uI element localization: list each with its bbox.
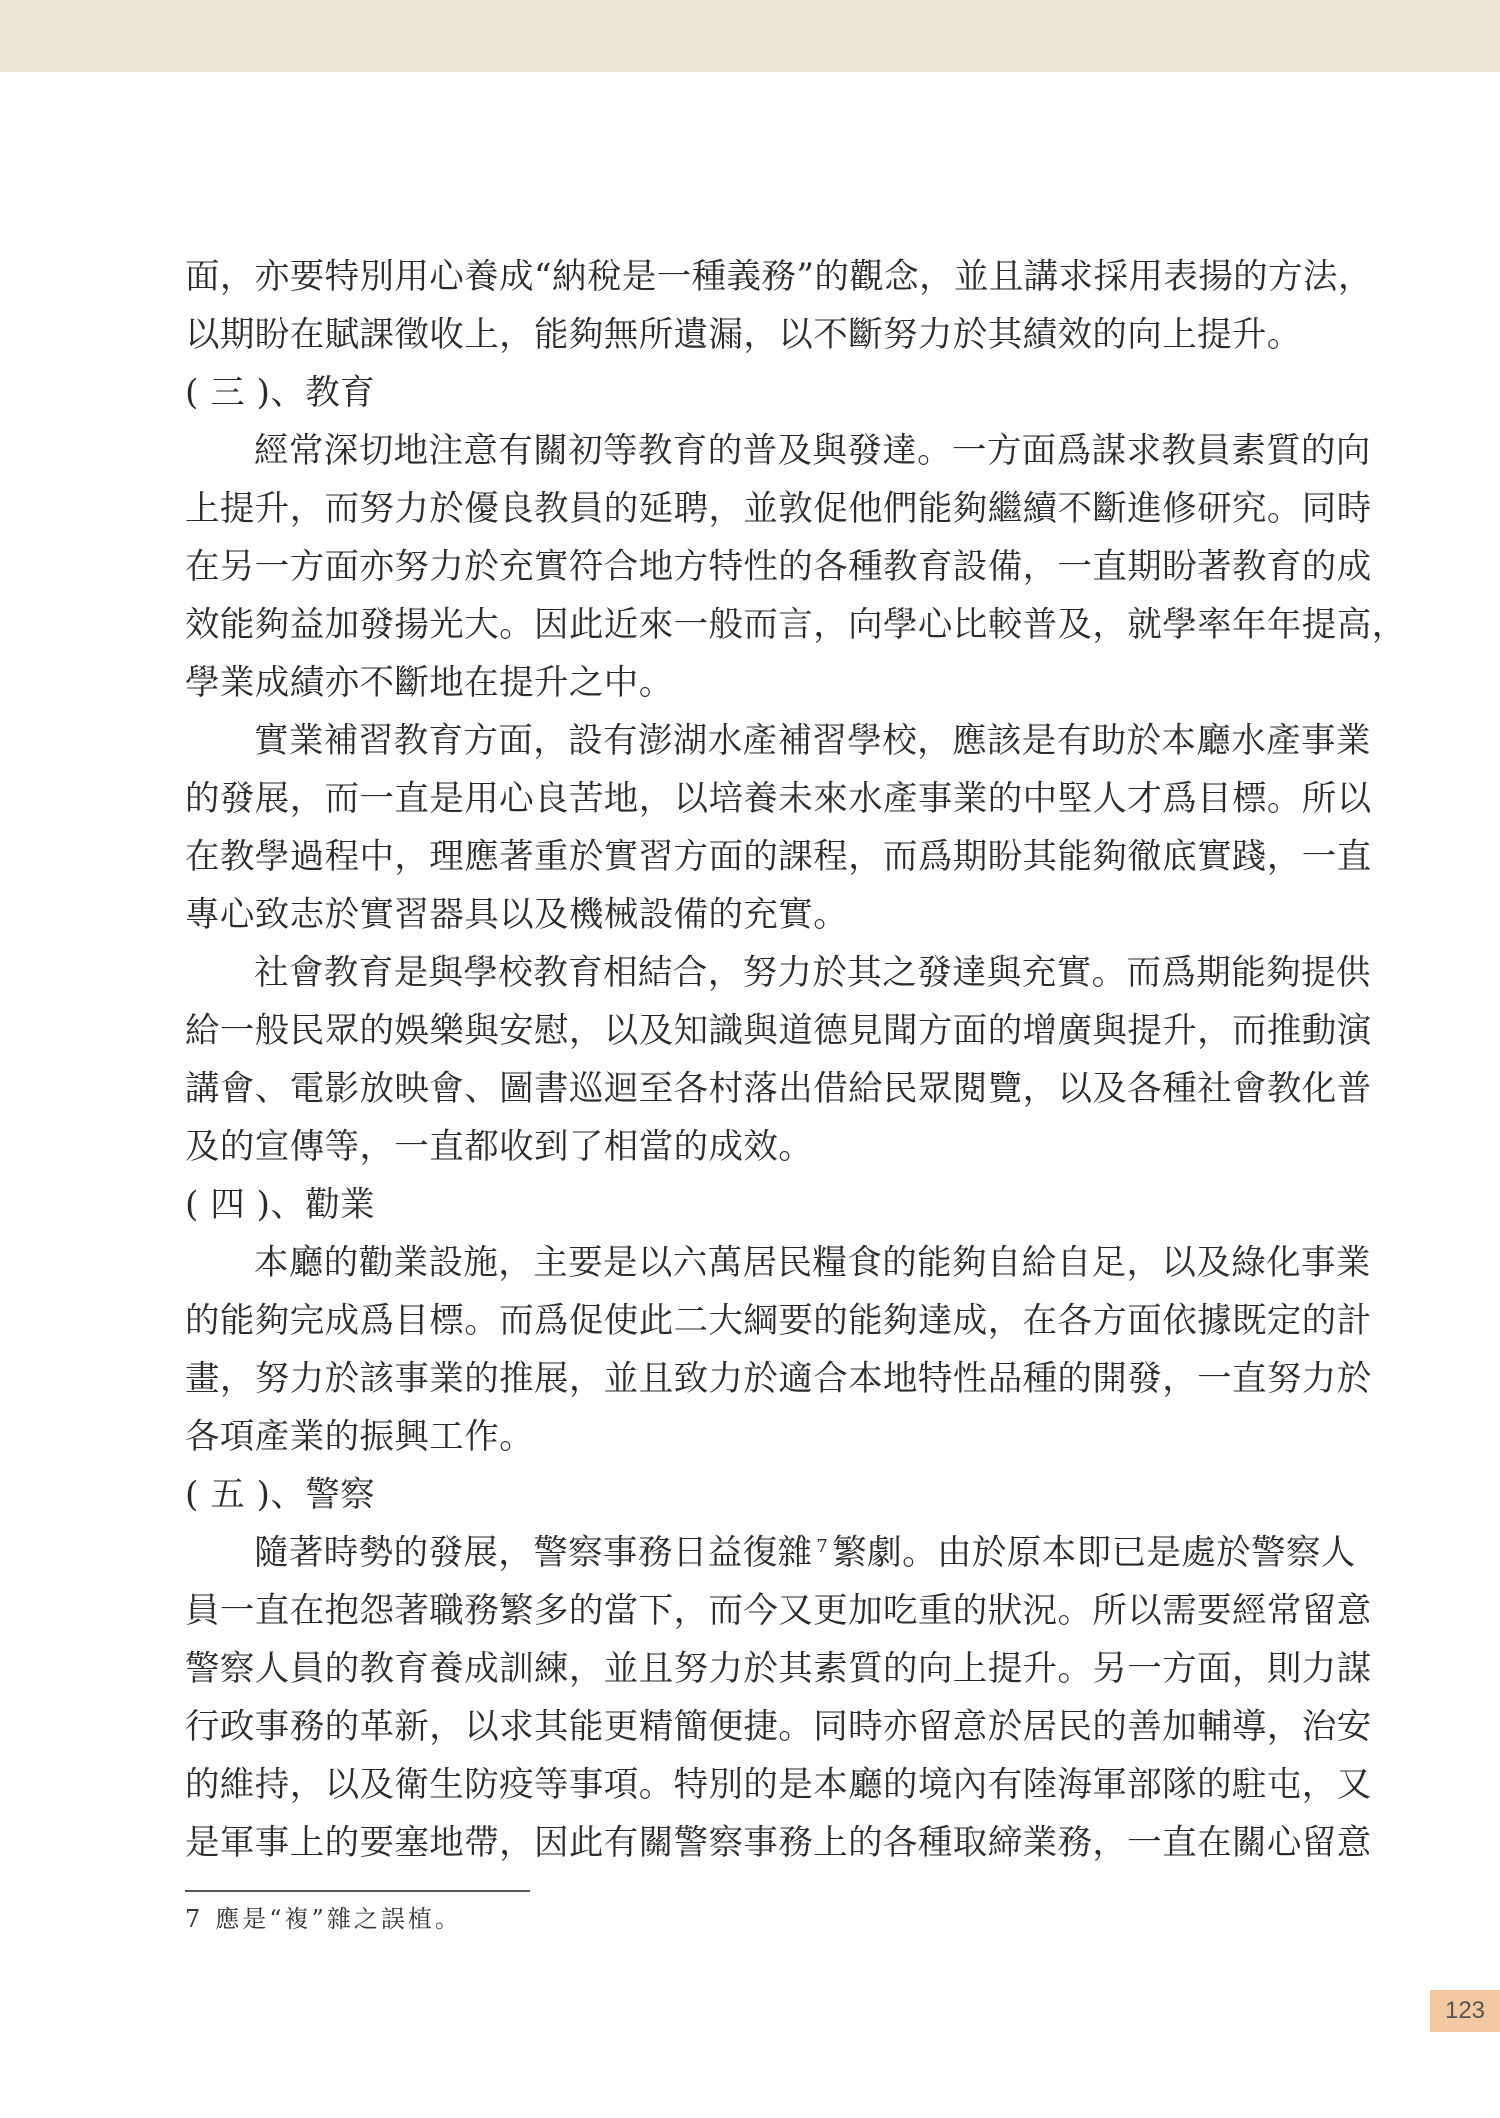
text-line: 的維持，以及衛生防疫等事項。特別的是本廳的境內有陸海軍部隊的駐屯，又 xyxy=(185,1765,1372,1805)
text-line: 員一直在抱怨著職務繁多的當下，而今又更加吃重的狀況。所以需要經常留意 xyxy=(185,1591,1372,1631)
footnote-text: 應是“複”雜之誤植。 xyxy=(215,1905,462,1933)
text-segment: 繁劇。由於原本即已是處於警察人 xyxy=(832,1533,1356,1573)
text-line: 在另一方面亦努力於充實符合地方特性的各種教育設備，一直期盼著教育的成 xyxy=(185,547,1372,587)
text-line: 是軍事上的要塞地帶，因此有關警察事務上的各種取締業務，一直在關心留意 xyxy=(185,1823,1372,1863)
text-line: 本廳的勸業設施，主要是以六萬居民糧食的能夠自給自足，以及綠化事業 xyxy=(254,1243,1371,1283)
page-top-band xyxy=(0,0,1500,72)
section-heading-police: ( 五 )、警察 xyxy=(185,1475,376,1515)
text-line: 以期盼在賦課徵收上，能夠無所遺漏，以不斷努力於其績效的向上提升。 xyxy=(185,315,1302,355)
text-line: 在教學過程中，理應著重於實習方面的課程，而爲期盼其能夠徹底實踐，一直 xyxy=(185,837,1372,877)
footnote-divider xyxy=(185,1890,530,1892)
section-heading-education: ( 三 )、教育 xyxy=(185,373,376,413)
text-line: 專心致志於實習器具以及機械設備的充實。 xyxy=(185,895,849,935)
text-line: 行政事務的革新，以求其能更精簡便捷。同時亦留意於居民的善加輔導，治安 xyxy=(185,1707,1372,1747)
text-line: 及的宣傳等，一直都收到了相當的成效。 xyxy=(185,1127,814,1167)
text-line: 的發展，而一直是用心良苦地，以培養未來水產事業的中堅人才爲目標。所以 xyxy=(185,779,1372,819)
text-line: 各項產業的振興工作。 xyxy=(185,1417,534,1457)
text-line-with-note xyxy=(185,1524,1356,1582)
text-segment: 隨著時勢的發展，警察事務日益復雜 xyxy=(254,1533,813,1573)
text-line: 效能夠益加發揚光大。因此近來一般而言，向學心比較普及，就學率年年提高， xyxy=(185,605,1407,645)
text-line: 面，亦要特別用心養成“納稅是一種義務”的觀念，並且講求採用表揚的方法， xyxy=(185,257,1373,297)
text-line: 講會、電影放映會、圖書巡迴至各村落出借給民眾閱覽，以及各種社會教化普 xyxy=(185,1069,1372,1109)
footnote-reference[interactable]: 7 xyxy=(816,1535,829,1557)
text-line: 的能夠完成爲目標。而爲促使此二大綱要的能夠達成，在各方面依據既定的計 xyxy=(185,1301,1372,1341)
text-line: 社會教育是與學校教育相結合，努力於其之發達與充實。而爲期能夠提供 xyxy=(254,953,1371,993)
footnote-number: 7 xyxy=(185,1905,204,1933)
text-line: 實業補習教育方面，設有澎湖水產補習學校，應該是有助於本廳水產事業 xyxy=(254,721,1371,761)
page-number: 123 xyxy=(1430,1990,1500,2032)
text-line: 警察人員的教育養成訓練，並且努力於其素質的向上提升。另一方面，則力謀 xyxy=(185,1649,1372,1689)
text-line: 學業成績亦不斷地在提升之中。 xyxy=(185,663,674,703)
footnote xyxy=(185,1900,462,1938)
text-line: 上提升，而努力於優良教員的延聘，並敦促他們能夠繼續不斷進修研究。同時 xyxy=(185,489,1372,529)
text-line: 經常深切地注意有關初等教育的普及與發達。一方面爲謀求教員素質的向 xyxy=(254,431,1371,471)
text-line: 給一般民眾的娛樂與安慰，以及知識與道德見聞方面的增廣與提升，而推動演 xyxy=(185,1011,1372,1051)
section-heading-industry: ( 四 )、勸業 xyxy=(185,1185,376,1225)
text-line: 畫，努力於該事業的推展，並且致力於適合本地特性品種的開發，一直努力於 xyxy=(185,1359,1372,1399)
